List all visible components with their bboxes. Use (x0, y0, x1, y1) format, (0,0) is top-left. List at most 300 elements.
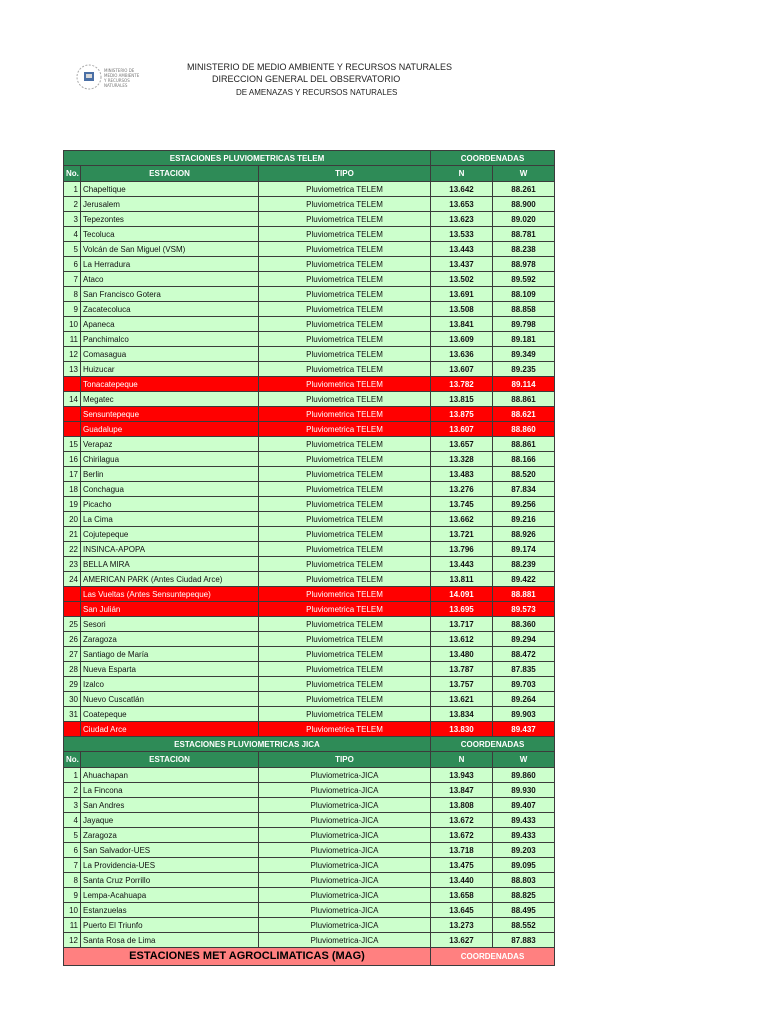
station-name: Santa Rosa de Lima (81, 933, 259, 948)
table-row (64, 918, 555, 933)
station-number: 4 (64, 227, 81, 242)
coord-n: 13.808 (431, 798, 493, 813)
table-row (64, 873, 555, 888)
coord-n: 14.091 (431, 587, 493, 602)
coord-n: 13.718 (431, 843, 493, 858)
station-type: Pluviometrica TELEM (259, 692, 431, 707)
station-name: Coatepeque (81, 707, 259, 722)
station-number (64, 407, 81, 422)
station-type: Pluviometrica TELEM (259, 422, 431, 437)
table-row-highlighted (64, 602, 555, 617)
station-number: 7 (64, 858, 81, 873)
station-name: Sesori (81, 617, 259, 632)
table-row (64, 662, 555, 677)
station-name: Ahuachapan (81, 768, 259, 783)
coord-w: 89.294 (493, 632, 555, 647)
coord-n: 13.533 (431, 227, 493, 242)
coord-n: 13.502 (431, 272, 493, 287)
table-row (64, 347, 555, 362)
station-type: Pluviometrica-JICA (259, 813, 431, 828)
stations-table (63, 150, 555, 966)
station-number: 4 (64, 813, 81, 828)
station-type: Pluviometrica-JICA (259, 903, 431, 918)
coord-n: 13.787 (431, 662, 493, 677)
header-line-1: MINISTERIO DE MEDIO AMBIENTE Y RECURSOS NATURALES (187, 62, 453, 72)
jica-column-headers (64, 752, 555, 768)
station-name: Nuevo Cuscatlán (81, 692, 259, 707)
coord-w: 89.181 (493, 332, 555, 347)
coord-w: 88.978 (493, 257, 555, 272)
coord-n: 13.642 (431, 182, 493, 197)
coord-n: 13.796 (431, 542, 493, 557)
stations-table-body (64, 151, 555, 966)
header-no: No. (64, 166, 81, 182)
table-row (64, 452, 555, 467)
table-row (64, 482, 555, 497)
station-name: BELLA MIRA (81, 557, 259, 572)
jica-coordinates-label: COORDENADAS (431, 737, 555, 752)
coord-w: 88.825 (493, 888, 555, 903)
coord-w: 89.573 (493, 602, 555, 617)
coord-n: 13.636 (431, 347, 493, 362)
station-name: La Providencia-UES (81, 858, 259, 873)
station-type: Pluviometrica-JICA (259, 933, 431, 948)
coord-w: 88.238 (493, 242, 555, 257)
station-number: 12 (64, 933, 81, 948)
table-row (64, 707, 555, 722)
coord-n: 13.834 (431, 707, 493, 722)
coord-w: 89.235 (493, 362, 555, 377)
table-row (64, 302, 555, 317)
station-name: Jayaque (81, 813, 259, 828)
station-type: Pluviometrica TELEM (259, 212, 431, 227)
coord-w: 89.930 (493, 783, 555, 798)
station-name: Jerusalem (81, 197, 259, 212)
coord-w: 88.109 (493, 287, 555, 302)
telem-section-header (64, 151, 555, 166)
coord-n: 13.757 (431, 677, 493, 692)
coord-w: 88.621 (493, 407, 555, 422)
coord-n: 13.815 (431, 392, 493, 407)
station-name: Apaneca (81, 317, 259, 332)
table-row (64, 512, 555, 527)
station-type: Pluviometrica TELEM (259, 647, 431, 662)
coord-n: 13.440 (431, 873, 493, 888)
table-row-highlighted (64, 407, 555, 422)
station-type: Pluviometrica TELEM (259, 347, 431, 362)
station-number: 22 (64, 542, 81, 557)
station-type: Pluviometrica TELEM (259, 527, 431, 542)
station-type: Pluviometrica TELEM (259, 407, 431, 422)
station-number (64, 587, 81, 602)
table-row (64, 392, 555, 407)
station-name: San Julián (81, 602, 259, 617)
station-number: 6 (64, 257, 81, 272)
table-row (64, 257, 555, 272)
station-type: Pluviometrica TELEM (259, 242, 431, 257)
station-type: Pluviometrica TELEM (259, 287, 431, 302)
coord-w: 89.256 (493, 497, 555, 512)
station-type: Pluviometrica TELEM (259, 572, 431, 587)
telem-column-headers (64, 166, 555, 182)
coord-n: 13.276 (431, 482, 493, 497)
station-type: Pluviometrica TELEM (259, 617, 431, 632)
station-type: Pluviometrica-JICA (259, 873, 431, 888)
coord-w: 88.360 (493, 617, 555, 632)
coord-n: 13.623 (431, 212, 493, 227)
station-type: Pluviometrica TELEM (259, 557, 431, 572)
table-row-highlighted (64, 587, 555, 602)
station-name: Izalco (81, 677, 259, 692)
station-name: Tecoluca (81, 227, 259, 242)
coord-n: 13.672 (431, 813, 493, 828)
station-number: 7 (64, 272, 81, 287)
coord-w: 88.495 (493, 903, 555, 918)
station-number: 17 (64, 467, 81, 482)
coord-n: 13.443 (431, 557, 493, 572)
coord-n: 13.612 (431, 632, 493, 647)
coord-n: 13.483 (431, 467, 493, 482)
station-number: 3 (64, 212, 81, 227)
station-number: 9 (64, 302, 81, 317)
coord-n: 13.672 (431, 828, 493, 843)
station-number: 30 (64, 692, 81, 707)
station-name: Ataco (81, 272, 259, 287)
station-type: Pluviometrica TELEM (259, 227, 431, 242)
station-type: Pluviometrica TELEM (259, 482, 431, 497)
station-number: 13 (64, 362, 81, 377)
station-number: 5 (64, 828, 81, 843)
coord-w: 89.095 (493, 858, 555, 873)
station-number: 1 (64, 768, 81, 783)
table-row (64, 572, 555, 587)
station-type: Pluviometrica TELEM (259, 467, 431, 482)
station-number: 12 (64, 347, 81, 362)
station-name: Verapaz (81, 437, 259, 452)
coord-n: 13.627 (431, 933, 493, 948)
table-row (64, 888, 555, 903)
station-name: AMERICAN PARK (Antes Ciudad Arce) (81, 572, 259, 587)
table-row (64, 768, 555, 783)
station-name: Santiago de María (81, 647, 259, 662)
station-name: Las Vueltas (Antes Sensuntepeque) (81, 587, 259, 602)
station-type: Pluviometrica TELEM (259, 677, 431, 692)
station-number: 20 (64, 512, 81, 527)
station-name: Megatec (81, 392, 259, 407)
table-row (64, 813, 555, 828)
station-number: 2 (64, 197, 81, 212)
station-type: Pluviometrica TELEM (259, 437, 431, 452)
station-name: Nueva Esparta (81, 662, 259, 677)
table-row (64, 617, 555, 632)
station-number (64, 377, 81, 392)
coord-n: 13.875 (431, 407, 493, 422)
station-type: Pluviometrica TELEM (259, 722, 431, 737)
header-estacion: ESTACION (81, 752, 259, 768)
station-number: 1 (64, 182, 81, 197)
coord-n: 13.480 (431, 647, 493, 662)
coord-w: 89.903 (493, 707, 555, 722)
station-type: Pluviometrica TELEM (259, 662, 431, 677)
table-row (64, 497, 555, 512)
station-type: Pluviometrica TELEM (259, 497, 431, 512)
station-number: 26 (64, 632, 81, 647)
station-number: 9 (64, 888, 81, 903)
table-row (64, 527, 555, 542)
coord-n: 13.645 (431, 903, 493, 918)
station-name: Conchagua (81, 482, 259, 497)
table-row-highlighted (64, 722, 555, 737)
coord-n: 13.811 (431, 572, 493, 587)
coord-n: 13.841 (431, 317, 493, 332)
header-tipo: TIPO (259, 752, 431, 768)
station-name: Berlin (81, 467, 259, 482)
station-number: 23 (64, 557, 81, 572)
station-number: 11 (64, 332, 81, 347)
station-type: Pluviometrica TELEM (259, 587, 431, 602)
table-row (64, 843, 555, 858)
station-number (64, 722, 81, 737)
coord-w: 89.216 (493, 512, 555, 527)
station-number: 10 (64, 317, 81, 332)
station-name: Guadalupe (81, 422, 259, 437)
coord-n: 13.437 (431, 257, 493, 272)
station-type: Pluviometrica TELEM (259, 392, 431, 407)
station-name: Lempa-Acahuapa (81, 888, 259, 903)
coord-w: 89.703 (493, 677, 555, 692)
station-type: Pluviometrica TELEM (259, 542, 431, 557)
mag-section-title: ESTACIONES MET AGROCLIMATICAS (MAG) (64, 948, 431, 966)
station-name: Estanzuelas (81, 903, 259, 918)
coord-n: 13.607 (431, 362, 493, 377)
coord-w: 88.881 (493, 587, 555, 602)
station-type: Pluviometrica TELEM (259, 272, 431, 287)
table-row (64, 227, 555, 242)
table-row (64, 798, 555, 813)
station-name: San Francisco Gotera (81, 287, 259, 302)
header-n: N (431, 166, 493, 182)
station-name: Ciudad Arce (81, 722, 259, 737)
coord-n: 13.508 (431, 302, 493, 317)
jica-section-header (64, 737, 555, 752)
coord-w: 88.900 (493, 197, 555, 212)
coord-w: 88.166 (493, 452, 555, 467)
station-name: Cojutepeque (81, 527, 259, 542)
coord-n: 13.695 (431, 602, 493, 617)
header-w: W (493, 752, 555, 768)
station-type: Pluviometrica TELEM (259, 377, 431, 392)
header-estacion: ESTACION (81, 166, 259, 182)
seal-icon (74, 62, 104, 92)
station-number: 29 (64, 677, 81, 692)
coord-w: 88.803 (493, 873, 555, 888)
station-type: Pluviometrica TELEM (259, 602, 431, 617)
station-type: Pluviometrica TELEM (259, 632, 431, 647)
table-row (64, 197, 555, 212)
station-number: 25 (64, 617, 81, 632)
table-row (64, 287, 555, 302)
station-number: 11 (64, 918, 81, 933)
telem-section-title: ESTACIONES PLUVIOMETRICAS TELEM (64, 151, 431, 166)
coord-w: 89.798 (493, 317, 555, 332)
station-number (64, 422, 81, 437)
station-type: Pluviometrica-JICA (259, 843, 431, 858)
coord-w: 88.860 (493, 422, 555, 437)
station-name: Picacho (81, 497, 259, 512)
station-name: Comasagua (81, 347, 259, 362)
table-row (64, 272, 555, 287)
station-name: Huizucar (81, 362, 259, 377)
station-number: 8 (64, 287, 81, 302)
station-type: Pluviometrica TELEM (259, 332, 431, 347)
mag-coordinates-label: COORDENADAS (431, 948, 555, 966)
station-name: INSINCA-APOPA (81, 542, 259, 557)
station-type: Pluviometrica-JICA (259, 798, 431, 813)
station-type: Pluviometrica TELEM (259, 182, 431, 197)
station-type: Pluviometrica TELEM (259, 257, 431, 272)
table-row (64, 317, 555, 332)
document-header (0, 0, 768, 120)
station-type: Pluviometrica-JICA (259, 768, 431, 783)
table-row (64, 332, 555, 347)
coord-w: 89.592 (493, 272, 555, 287)
coord-n: 13.621 (431, 692, 493, 707)
coord-w: 88.926 (493, 527, 555, 542)
coord-w: 89.349 (493, 347, 555, 362)
station-number: 24 (64, 572, 81, 587)
station-type: Pluviometrica TELEM (259, 317, 431, 332)
table-row (64, 647, 555, 662)
table-row (64, 933, 555, 948)
coord-w: 89.174 (493, 542, 555, 557)
header-no: No. (64, 752, 81, 768)
coord-w: 89.433 (493, 813, 555, 828)
station-number: 28 (64, 662, 81, 677)
table-row-highlighted (64, 377, 555, 392)
station-type: Pluviometrica-JICA (259, 783, 431, 798)
coord-w: 88.520 (493, 467, 555, 482)
station-number: 31 (64, 707, 81, 722)
table-row (64, 828, 555, 843)
station-name: Tepezontes (81, 212, 259, 227)
coord-n: 13.328 (431, 452, 493, 467)
station-name: Sensuntepeque (81, 407, 259, 422)
station-number: 8 (64, 873, 81, 888)
station-number: 18 (64, 482, 81, 497)
station-name: Zaragoza (81, 828, 259, 843)
coord-w: 88.261 (493, 182, 555, 197)
station-number (64, 602, 81, 617)
table-row (64, 542, 555, 557)
logo-caption: MINISTERIO DE MEDIO AMBIENTE Y RECURSOS NATURALES (104, 68, 140, 88)
station-type: Pluviometrica-JICA (259, 858, 431, 873)
telem-coordinates-label: COORDENADAS (431, 151, 555, 166)
table-row (64, 182, 555, 197)
station-number: 2 (64, 783, 81, 798)
station-number: 5 (64, 242, 81, 257)
coord-w: 87.834 (493, 482, 555, 497)
station-name: Volcán de San Miguel (VSM) (81, 242, 259, 257)
coord-w: 87.883 (493, 933, 555, 948)
station-name: San Andres (81, 798, 259, 813)
jica-section-title: ESTACIONES PLUVIOMETRICAS JICA (64, 737, 431, 752)
table-row-highlighted (64, 422, 555, 437)
station-name: Chapeltique (81, 182, 259, 197)
coord-n: 13.657 (431, 437, 493, 452)
coord-w: 87.835 (493, 662, 555, 677)
coord-w: 88.861 (493, 437, 555, 452)
mag-section-header (64, 948, 555, 966)
coord-n: 13.721 (431, 527, 493, 542)
coord-n: 13.662 (431, 512, 493, 527)
table-row (64, 362, 555, 377)
coord-w: 89.433 (493, 828, 555, 843)
coord-n: 13.443 (431, 242, 493, 257)
coord-w: 88.552 (493, 918, 555, 933)
coord-w: 89.437 (493, 722, 555, 737)
station-name: Santa Cruz Porrillo (81, 873, 259, 888)
station-number: 15 (64, 437, 81, 452)
coord-w: 88.861 (493, 392, 555, 407)
station-number: 6 (64, 843, 81, 858)
coord-w: 89.264 (493, 692, 555, 707)
station-name: Panchimalco (81, 332, 259, 347)
station-type: Pluviometrica TELEM (259, 362, 431, 377)
table-row (64, 437, 555, 452)
coord-n: 13.782 (431, 377, 493, 392)
coord-w: 88.472 (493, 647, 555, 662)
header-tipo: TIPO (259, 166, 431, 182)
coord-n: 13.691 (431, 287, 493, 302)
station-name: Chirilagua (81, 452, 259, 467)
ministry-logo (74, 62, 160, 102)
coord-n: 13.607 (431, 422, 493, 437)
coord-w: 88.781 (493, 227, 555, 242)
table-row (64, 632, 555, 647)
coord-w: 89.114 (493, 377, 555, 392)
station-name: Tonacatepeque (81, 377, 259, 392)
header-w: W (493, 166, 555, 182)
station-name: La Fincona (81, 783, 259, 798)
station-number: 3 (64, 798, 81, 813)
coord-n: 13.830 (431, 722, 493, 737)
station-type: Pluviometrica-JICA (259, 918, 431, 933)
coord-w: 89.020 (493, 212, 555, 227)
coord-n: 13.475 (431, 858, 493, 873)
station-name: Puerto El Triunfo (81, 918, 259, 933)
table-row (64, 212, 555, 227)
coord-w: 89.860 (493, 768, 555, 783)
coord-w: 89.407 (493, 798, 555, 813)
table-row (64, 677, 555, 692)
station-name: La Cima (81, 512, 259, 527)
station-number: 10 (64, 903, 81, 918)
station-number: 14 (64, 392, 81, 407)
station-type: Pluviometrica-JICA (259, 888, 431, 903)
table-row (64, 692, 555, 707)
station-name: Zacatecoluca (81, 302, 259, 317)
station-type: Pluviometrica TELEM (259, 707, 431, 722)
coord-n: 13.717 (431, 617, 493, 632)
coord-n: 13.745 (431, 497, 493, 512)
header-line-3: DE AMENAZAS Y RECURSOS NATURALES (236, 88, 398, 97)
table-row (64, 858, 555, 873)
station-name: La Herradura (81, 257, 259, 272)
station-number: 16 (64, 452, 81, 467)
header-n: N (431, 752, 493, 768)
coord-n: 13.847 (431, 783, 493, 798)
coord-w: 88.239 (493, 557, 555, 572)
